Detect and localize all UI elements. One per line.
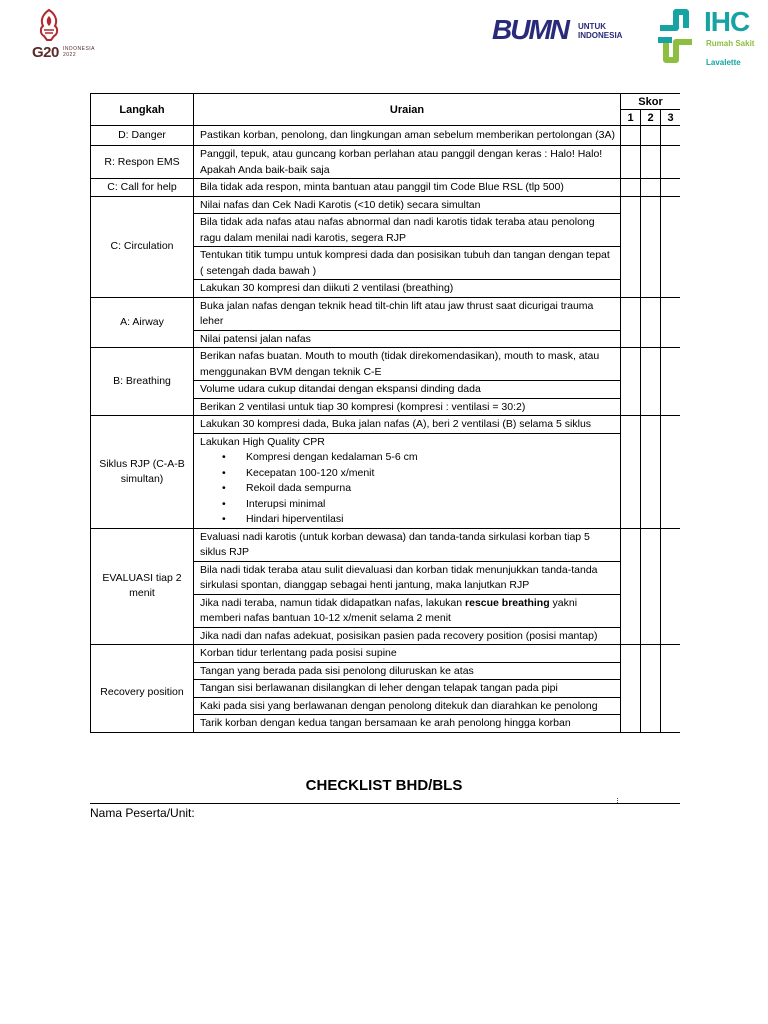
score-cell-2[interactable] [641, 146, 661, 179]
score-cell-2[interactable] [641, 179, 661, 197]
table-row [91, 126, 681, 146]
header-score-2: 2 [641, 110, 661, 126]
header-step: Langkah [91, 94, 194, 126]
header-score-3: 3 [661, 110, 681, 126]
description-cell: Tangan yang berada pada sisi penolong diluruskan ke atas [194, 662, 621, 680]
step-cell: EVALUASI tiap 2 menit [91, 528, 194, 645]
description-cell: Bila tidak ada nafas atau nafas abnormal dan nadi karotis tidak teraba atau penolong ragu dalam menilai nadi karotis, segera RJP [194, 214, 621, 247]
divider [90, 803, 680, 804]
ihc-wordmark: IHC [704, 6, 750, 37]
score-cell-3[interactable] [661, 528, 681, 645]
cpr-bullet-list [200, 450, 616, 528]
description-cell: Lakukan 30 kompresi dan diikuti 2 ventilasi (breathing) [194, 280, 621, 298]
checklist-table-container [90, 93, 680, 764]
score-cell-1[interactable] [621, 416, 641, 529]
header-description: Uraian [194, 94, 621, 126]
description-cell: Tangan sisi berlawanan disilangkan di leher dengan telapak tangan pada pipi [194, 680, 621, 698]
description-cell: Nilai patensi jalan nafas [194, 330, 621, 348]
step-cell: A: Airway [91, 297, 194, 348]
score-cell-1[interactable] [621, 528, 641, 645]
score-cell-2[interactable] [641, 645, 661, 733]
rescue-breathing-term: rescue breathing [465, 596, 550, 609]
score-cell-1[interactable] [621, 348, 641, 416]
score-cell-2[interactable] [641, 348, 661, 416]
description-cell: Jika nadi dan nafas adekuat, posisikan pasien pada recovery position (posisi mantap) [194, 627, 621, 645]
table-row [91, 297, 681, 330]
description-cell: Tarik korban dengan kedua tangan bersamaan ke arah penolong hingga korban [194, 715, 621, 733]
score-cell-3[interactable] [661, 348, 681, 416]
g20-sub-label: INDONESIA 2022 [63, 46, 96, 58]
step-cell: B: Breathing [91, 348, 194, 416]
description-cell: Berikan 2 ventilasi untuk tiap 30 kompresi (kompresi : ventilasi = 30:2) [194, 398, 621, 416]
description-cell: Kaki pada sisi yang berlawanan dengan penolong ditekuk dan diarahkan ke penolong [194, 697, 621, 715]
participant-label: Nama Peserta/Unit: [90, 806, 195, 820]
cpr-intro: Lakukan High Quality CPR [200, 435, 325, 448]
list-item: • Kecepatan 100-120 x/menit [222, 466, 616, 482]
description-cell: Panggil, tepuk, atau guncang korban perlahan atau panggil dengan keras : Halo! Halo! Apakah Anda baik-baik saja [194, 146, 621, 179]
ihc-hospital-label: Rumah Sakit [706, 39, 755, 48]
description-cell: Pastikan korban, penolong, dan lingkungan aman sebelum memberikan pertolongan (3A) [194, 126, 621, 146]
g20-emblem-icon [34, 8, 64, 42]
rescue-breathing-cell: Jika nadi teraba, namun tidak didapatkan nafas, lakukan rescue breathing yakni memberi nafas bantuan 10-12 x/menit selama 2 menit [194, 594, 621, 627]
table-row [91, 196, 681, 214]
ihc-cross-icon [652, 8, 700, 64]
score-cell-3[interactable] [661, 297, 681, 348]
list-item: • Hindari hiperventilasi [222, 512, 616, 528]
description-cell: Berikan nafas buatan. Mouth to mouth (tidak direkomendasikan), mouth to mask, atau menggunakan BVM dengan teknik C-E [194, 348, 621, 381]
checklist-table [90, 93, 680, 733]
score-cell-3[interactable] [661, 196, 681, 297]
score-cell-3[interactable] [661, 179, 681, 197]
step-cell: C: Circulation [91, 196, 194, 297]
table-row [91, 645, 681, 663]
step-cell: Recovery position [91, 645, 194, 733]
ihc-logo [652, 6, 762, 66]
ihc-location-label: Lavalette [706, 58, 741, 67]
page-title: CHECKLIST BHD/BLS [305, 777, 463, 794]
description-cell: Lakukan 30 kompresi dada, Buka jalan nafas (A), beri 2 ventilasi (B) selama 5 siklus [194, 416, 621, 434]
step-cell: D: Danger [91, 126, 194, 146]
score-cell-3[interactable] [661, 126, 681, 146]
description-cell: Tentukan titik tumpu untuk kompresi dada dan posisikan tubuh dan tangan dengan tepat ( setengah dada bawah ) [194, 247, 621, 280]
score-cell-1[interactable] [621, 179, 641, 197]
score-cell-2[interactable] [641, 416, 661, 529]
g20-label: G20 [32, 44, 59, 61]
bumn-wordmark: BUMN [492, 14, 568, 45]
score-cell-1[interactable] [621, 645, 641, 733]
score-cell-3[interactable] [661, 146, 681, 179]
score-cell-3[interactable] [661, 416, 681, 529]
score-cell-2[interactable] [641, 126, 661, 146]
description-cell: Bila tidak ada respon, minta bantuan atau panggil tim Code Blue RSL (tlp 500) [194, 179, 621, 197]
cpr-description-cell [194, 433, 621, 528]
table-row [91, 416, 681, 434]
description-cell: Bila nadi tidak teraba atau sulit dievaluasi dan korban tidak menunjukkan tanda-tanda sirkulasi spontan, dianggap sebagai henti jantung, maka lanjutkan RJP [194, 561, 621, 594]
description-cell: Volume udara cukup ditandai dengan ekspansi dinding dada [194, 381, 621, 399]
score-cell-1[interactable] [621, 126, 641, 146]
score-cell-1[interactable] [621, 146, 641, 179]
description-cell: Korban tidur terlentang pada posisi supine [194, 645, 621, 663]
g20-logo [30, 8, 120, 60]
description-cell: Evaluasi nadi karotis (untuk korban dewasa) dan tanda-tanda sirkulasi korban tiap 5 siklus RJP [194, 528, 621, 561]
list-item: • Rekoil dada sempurna [222, 481, 616, 497]
step-cell: C: Call for help [91, 179, 194, 197]
header-score: Skor [621, 94, 681, 110]
score-cell-1[interactable] [621, 297, 641, 348]
description-cell: Nilai nafas dan Cek Nadi Karotis (<10 detik) secara simultan [194, 196, 621, 214]
score-cell-3[interactable] [661, 645, 681, 733]
score-cell-1[interactable] [621, 196, 641, 297]
step-cell: Siklus RJP (C-A-B simultan) [91, 416, 194, 529]
table-row [91, 146, 681, 179]
header-score-1: 1 [621, 110, 641, 126]
bumn-logo [490, 12, 635, 46]
table-row [91, 179, 681, 197]
table-row [91, 348, 681, 381]
bumn-tagline: UNTUK INDONESIA [578, 22, 623, 40]
score-cell-2[interactable] [641, 297, 661, 348]
score-cell-2[interactable] [641, 528, 661, 645]
score-cell-2[interactable] [641, 196, 661, 297]
step-cell: R: Respon EMS [91, 146, 194, 179]
list-item: • Kompresi dengan kedalaman 5-6 cm [222, 450, 616, 466]
list-item: • Interupsi minimal [222, 497, 616, 513]
table-row [91, 528, 681, 561]
description-cell: Buka jalan nafas dengan teknik head tilt-chin lift atau jaw thrust saat dicurigai trauma leher [194, 297, 621, 330]
